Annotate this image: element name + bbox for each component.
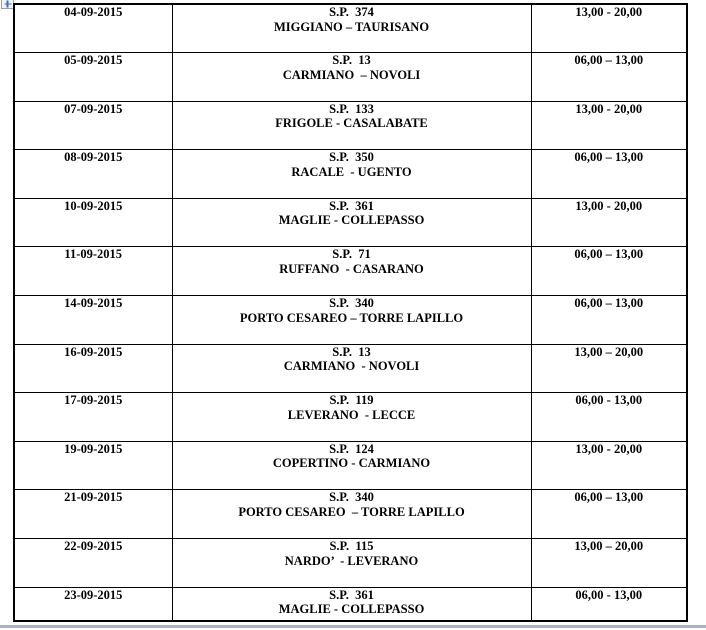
time-cell[interactable] <box>531 587 687 621</box>
time-text: 06,00 – 13,00 <box>574 53 644 68</box>
road-route-text: NARDO’ - LEVERANO <box>284 553 419 568</box>
road-route-text: RACALE - UGENTO <box>291 164 412 179</box>
date-text: 16-09-2015 <box>64 344 123 359</box>
date-text: 11-09-2015 <box>64 247 123 262</box>
table-row <box>14 490 687 539</box>
time-text: 13,00 – 20,00 <box>574 344 644 359</box>
time-text: 06,00 – 13,00 <box>574 296 644 311</box>
date-text: 10-09-2015 <box>64 198 123 213</box>
road-route-text: PORTO CESAREO – TORRE LAPILLO <box>239 310 464 325</box>
date-cell[interactable] <box>14 441 172 490</box>
time-text: 13,00 - 20,00 <box>575 198 643 213</box>
schedule-table <box>13 3 688 622</box>
road-number-text: S.P. 124 <box>329 441 374 456</box>
date-cell[interactable] <box>14 150 172 199</box>
table-row <box>14 539 687 588</box>
date-text: 22-09-2015 <box>64 539 123 554</box>
road-number-text: S.P. 13 <box>332 53 371 68</box>
date-text: 07-09-2015 <box>64 101 123 116</box>
road-number-text: S.P. 340 <box>329 490 374 505</box>
time-cell[interactable] <box>531 101 687 150</box>
road-cell[interactable] <box>172 4 531 53</box>
table-row <box>14 344 687 393</box>
road-route-text: MIGGIANO – TAURISANO <box>273 19 430 34</box>
date-text: 19-09-2015 <box>64 441 123 456</box>
table-row <box>14 150 687 199</box>
time-text: 06,00 – 13,00 <box>574 150 644 165</box>
road-cell[interactable] <box>172 53 531 102</box>
time-cell[interactable] <box>531 490 687 539</box>
date-text: 17-09-2015 <box>64 393 123 408</box>
road-cell[interactable] <box>172 247 531 296</box>
date-text: 21-09-2015 <box>64 490 123 505</box>
table-row <box>14 441 687 490</box>
road-cell[interactable] <box>172 296 531 345</box>
date-cell[interactable] <box>14 393 172 442</box>
road-cell[interactable] <box>172 393 531 442</box>
road-cell[interactable] <box>172 198 531 247</box>
road-number-text: S.P. 350 <box>329 150 374 165</box>
date-cell[interactable] <box>14 539 172 588</box>
road-number-text: S.P. 71 <box>332 247 371 262</box>
road-number-text: S.P. 13 <box>332 344 371 359</box>
time-cell[interactable] <box>531 247 687 296</box>
road-route-text: MAGLIE - COLLEPASSO <box>278 213 425 228</box>
road-cell[interactable] <box>172 539 531 588</box>
road-route-text: LEVERANO - LECCE <box>287 407 416 422</box>
table-row <box>14 4 687 53</box>
time-text: 06,00 – 13,00 <box>574 247 644 262</box>
road-cell[interactable] <box>172 490 531 539</box>
plus-icon <box>4 0 11 7</box>
date-text: 14-09-2015 <box>64 296 123 311</box>
road-route-text: MAGLIE - COLLEPASSO <box>278 602 425 617</box>
road-number-text: S.P. 361 <box>329 198 374 213</box>
table-row <box>14 247 687 296</box>
table-row <box>14 198 687 247</box>
time-cell[interactable] <box>531 393 687 442</box>
road-route-text: COPERTINO - CARMIANO <box>272 456 431 471</box>
date-cell[interactable] <box>14 4 172 53</box>
time-text: 06,00 - 13,00 <box>575 393 643 408</box>
date-cell[interactable] <box>14 53 172 102</box>
date-cell[interactable] <box>14 198 172 247</box>
road-route-text: PORTO CESAREO – TORRE LAPILLO <box>238 504 465 519</box>
table-row <box>14 53 687 102</box>
road-cell[interactable] <box>172 150 531 199</box>
date-text: 23-09-2015 <box>64 587 123 602</box>
time-cell[interactable] <box>531 198 687 247</box>
table-row <box>14 587 687 621</box>
road-number-text: S.P. 361 <box>329 587 374 602</box>
date-cell[interactable] <box>14 296 172 345</box>
road-number-text: S.P. 133 <box>329 101 374 116</box>
time-text: 13,00 – 20,00 <box>574 539 644 554</box>
road-number-text: S.P. 115 <box>329 539 374 554</box>
road-cell[interactable] <box>172 344 531 393</box>
table-row <box>14 101 687 150</box>
road-cell[interactable] <box>172 101 531 150</box>
date-cell[interactable] <box>14 101 172 150</box>
road-route-text: CARMIANO - NOVOLI <box>283 359 420 374</box>
time-text: 06,00 – 13,00 <box>574 490 644 505</box>
time-cell[interactable] <box>531 53 687 102</box>
date-cell[interactable] <box>14 587 172 621</box>
road-cell[interactable] <box>172 441 531 490</box>
road-route-text: FRIGOLE - CASALABATE <box>275 116 428 131</box>
table-row <box>14 296 687 345</box>
road-number-text: S.P. 119 <box>329 393 374 408</box>
time-cell[interactable] <box>531 4 687 53</box>
time-cell[interactable] <box>531 344 687 393</box>
time-cell[interactable] <box>531 150 687 199</box>
table-row <box>14 393 687 442</box>
road-route-text: RUFFANO - CASARANO <box>279 261 424 276</box>
date-cell[interactable] <box>14 344 172 393</box>
time-cell[interactable] <box>531 296 687 345</box>
time-text: 13,00 - 20,00 <box>575 101 643 116</box>
time-cell[interactable] <box>531 441 687 490</box>
time-text: 13,00 - 20,00 <box>575 5 643 19</box>
road-route-text: CARMIANO – NOVOLI <box>282 67 421 82</box>
date-text: 04-09-2015 <box>64 5 123 19</box>
schedule-table-body <box>14 4 687 621</box>
time-text: 13,00 - 20,00 <box>575 441 643 456</box>
date-text: 05-09-2015 <box>64 53 123 68</box>
date-cell[interactable] <box>14 247 172 296</box>
date-cell[interactable] <box>14 490 172 539</box>
road-number-text: S.P. 340 <box>329 296 374 311</box>
time-cell[interactable] <box>531 539 687 588</box>
time-text: 06,00 - 13,00 <box>575 587 643 602</box>
date-text: 08-09-2015 <box>64 150 123 165</box>
road-number-text: S.P. 374 <box>329 5 374 19</box>
bottom-divider-line <box>0 625 706 628</box>
road-cell[interactable] <box>172 587 531 621</box>
